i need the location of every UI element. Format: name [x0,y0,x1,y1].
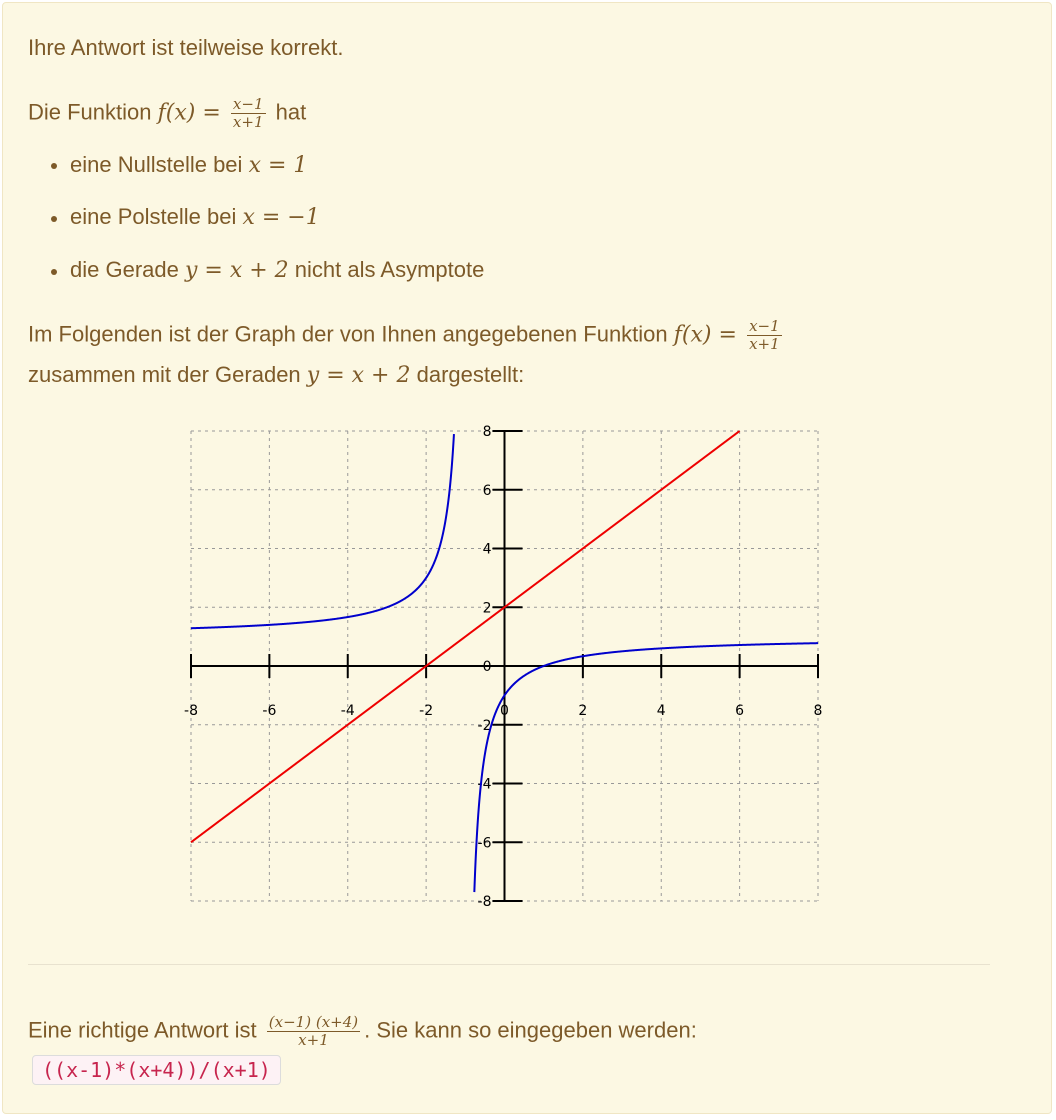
bullet-math: x = 1 [248,153,308,178]
y-tick-label: 0 [482,659,492,675]
line-equation: y = x + 2 [306,363,411,388]
y-tick-label: -6 [477,835,492,852]
x-tick-label: 2 [578,703,588,719]
answer-code: ((x-1)*(x+4))/(x+1) [32,1055,281,1085]
function-denominator: x+1 [749,335,780,353]
status-message: Ihre Antwort ist teilweise korrekt. [28,35,344,60]
bullet-text: eine Polstelle bei [70,204,237,229]
answer-numerator: (x−1) (x+4) [268,1013,359,1031]
bullet-text: eine Nullstelle bei [70,152,243,177]
y-tick-label: 8 [482,424,492,440]
y-tick-label: -4 [477,776,492,793]
curve-x-2 [191,431,740,842]
graph-text: Im Folgenden ist der Graph der von Ihnen angegebenen Funktion [28,321,668,347]
answer-prefix: Eine richtige Antwort ist [28,1017,257,1043]
answer-line [28,1014,697,1049]
bullet-math: x = −1 [242,205,320,230]
y-tick-label: 2 [482,600,492,617]
x-tick-label: -6 [262,703,277,719]
function-lhs: f(x) = [157,100,221,126]
y-tick-label: -8 [477,894,492,910]
graph-text: zusammen mit der Geraden [28,362,301,387]
bullet-suffix: nicht als Asymptote [294,257,485,282]
y-tick-label: -2 [477,717,492,734]
intro-suffix: hat [275,99,307,125]
x-tick-label: -4 [340,703,355,719]
curve--x-1-x-1- [191,434,454,628]
function-numerator: x−1 [749,317,780,335]
divider [28,964,990,965]
bullet-text: die Gerade [70,257,179,282]
answer-denominator: x+1 [298,1031,329,1049]
x-tick-label: -2 [419,703,434,719]
intro-prefix: Die Funktion [28,99,152,125]
x-tick-label: 4 [656,703,666,719]
bullet-math: y = x + 2 [184,258,289,283]
curve--x-1-x-1- [474,643,818,892]
answer-fraction [267,1014,360,1049]
x-tick-label: -8 [184,703,198,719]
function-numerator: x−1 [232,95,264,113]
y-tick-label: 4 [482,541,492,558]
function-denominator: x+1 [232,113,264,131]
graph-text: dargestellt: [416,362,525,387]
x-tick-label: 6 [735,703,745,719]
x-tick-label: 0 [500,703,509,719]
function-lhs: f(x) = [673,322,737,348]
y-tick-label: 6 [482,482,492,499]
x-tick-label: 8 [813,703,823,719]
answer-suffix: . Sie kann so eingegeben werden: [364,1017,697,1043]
